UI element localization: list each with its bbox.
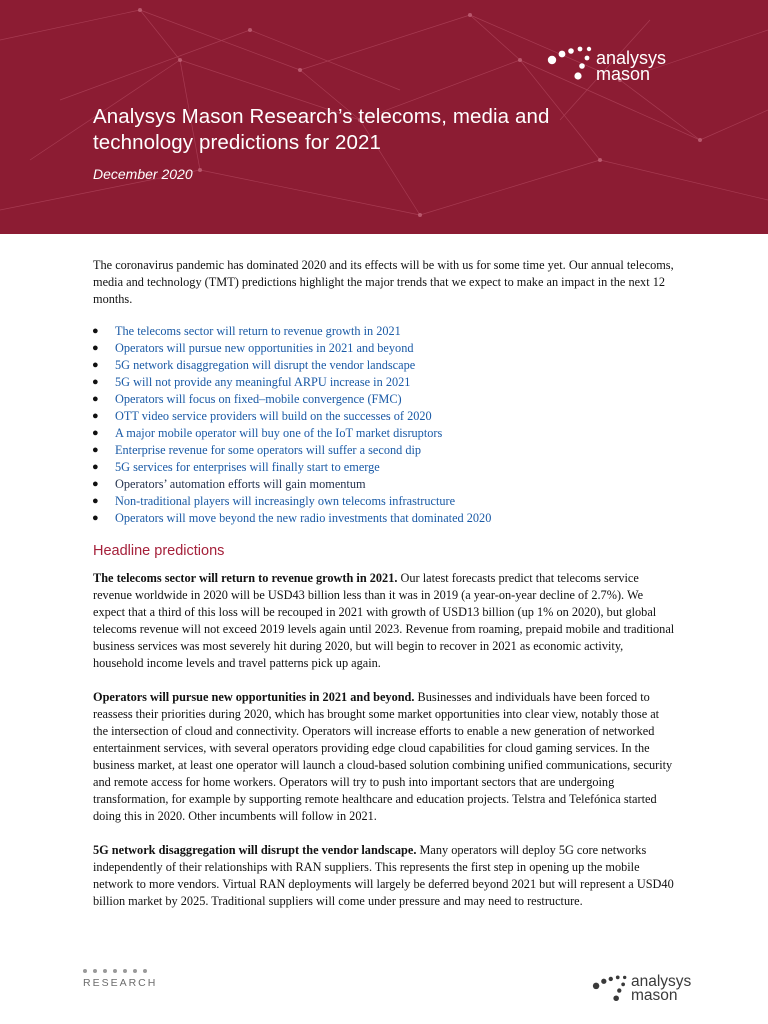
prediction-link[interactable]: A major mobile operator will buy one of the IoT market disruptors xyxy=(115,426,443,440)
bullet-icon: ● xyxy=(92,359,99,371)
research-label xyxy=(83,969,157,989)
dots-row-icon xyxy=(83,969,157,973)
prediction-paragraph xyxy=(93,689,675,825)
paragraph-lead: Operators will pursue new opportunities in 2021 and beyond. xyxy=(93,690,415,704)
paragraph-body: Our latest forecasts predict that telecoms service revenue worldwide in 2020 will be USD43 billion less than it was in 2019 (a year-on-year decline of 2.7%). We expect that a third of this loss will be recouped in 2021 with growth of USD13 billion (up 1% on 2020), but global telecoms revenue will not exceed 2019 levels again until 2023. Revenue from roaming, prepaid mobile and traditional business services was most severely hit during 2020, but will begin to recover in 2021 as economic activity, household income levels and travel patterns pick up again. xyxy=(93,571,675,670)
header-banner xyxy=(0,0,768,234)
paragraph-body: Businesses and individuals have been forced to reassess their priorities during 2020, which has brought some market opportunities into clear view, notably those at the intersection of cloud and connectivity. Operators will increase efforts to enable a new generation of networked entertainment services, with several operators providing edge cloud capabilities for cloud gaming services. In the business market, at least one operator will launch a cloud-based solution combining unified communications, security and remote access for home workers. Operators will try to push into important sectors that are undergoing transformation, for example by supporting remote healthcare and education projects. Telstra and Telefónica started doing this in 2020. Other incumbents will follow in 2021. xyxy=(93,690,673,823)
article-body xyxy=(93,257,675,927)
prediction-link[interactable]: Operators will pursue new opportunities in 2021 and beyond xyxy=(115,341,414,355)
paragraph-lead: The telecoms sector will return to revenue growth in 2021. xyxy=(93,571,398,585)
prediction-paragraph xyxy=(93,570,675,672)
bullet-icon: ● xyxy=(92,376,99,388)
logo-dots-icon xyxy=(591,972,629,1006)
logo-word-mason: mason xyxy=(596,64,651,84)
publication-date: December 2020 xyxy=(93,166,193,182)
list-item xyxy=(93,442,675,459)
logo-word-mason: mason xyxy=(631,987,678,1004)
prediction-link[interactable]: 5G services for enterprises will finally start to emerge xyxy=(115,460,380,474)
paragraph-body: Many operators will deploy 5G core networks independently of their relationships with RAN suppliers. This represents the first step in opening up the mobile network to more vendors. Virtual RAN deployments will largely be deferred beyond 2021 but will represent a USD40 billion market by 2025. Traditional suppliers will come under pressure and may need to restructure. xyxy=(93,843,674,908)
bullet-icon: ● xyxy=(92,342,99,354)
list-item xyxy=(93,357,675,374)
list-item xyxy=(93,493,675,510)
list-item xyxy=(93,476,675,493)
bullet-icon: ● xyxy=(92,325,99,337)
footer-logo xyxy=(591,972,692,1011)
prediction-link[interactable]: Non-traditional players will increasingly own telecoms infrastructure xyxy=(115,494,456,508)
prediction-link[interactable]: 5G will not provide any meaningful ARPU increase in 2021 xyxy=(115,375,411,389)
prediction-link[interactable]: Enterprise revenue for some operators will suffer a second dip xyxy=(115,443,422,457)
bullet-icon: ● xyxy=(92,461,99,473)
prediction-link[interactable]: 5G network disaggregation will disrupt the vendor landscape xyxy=(115,358,416,372)
research-word: RESEARCH xyxy=(83,977,158,989)
list-item xyxy=(93,510,675,527)
prediction-link[interactable]: OTT video service providers will build on the successes of 2020 xyxy=(115,409,432,423)
bullet-icon: ● xyxy=(92,495,99,507)
intro-paragraph: The coronavirus pandemic has dominated 2020 and its effects will be with us for some time yet. Our annual telecoms, media and technology (TMT) predictions highlight the major trends that we expect to make an impact in the next 12 months. xyxy=(93,258,674,306)
page-title: Analysys Mason Research’s telecoms, media and technology predictions for 2021 xyxy=(93,105,550,154)
bullet-icon: ● xyxy=(92,444,99,456)
list-item xyxy=(93,374,675,391)
prediction-link[interactable]: Operators will focus on fixed–mobile convergence (FMC) xyxy=(115,392,402,406)
list-item xyxy=(93,408,675,425)
list-item xyxy=(93,323,675,340)
predictions-list xyxy=(93,323,675,527)
logo-word-analysys: analysys xyxy=(596,48,667,68)
prediction-link[interactable]: Operators’ automation efforts will gain momentum xyxy=(115,477,366,491)
bullet-icon: ● xyxy=(92,427,99,439)
prediction-link[interactable]: The telecoms sector will return to revenue growth in 2021 xyxy=(115,324,401,338)
logo-word-analysys: analysys xyxy=(631,973,692,990)
list-item xyxy=(93,425,675,442)
bullet-icon: ● xyxy=(92,512,99,524)
list-item xyxy=(93,391,675,408)
bullet-icon: ● xyxy=(92,410,99,422)
logo-dots-icon xyxy=(546,42,594,86)
list-item xyxy=(93,340,675,357)
prediction-paragraph xyxy=(93,842,675,910)
paragraph-lead: 5G network disaggregation will disrupt the vendor landscape. xyxy=(93,843,417,857)
bullet-icon: ● xyxy=(92,478,99,490)
bullet-icon: ● xyxy=(92,393,99,405)
section-heading: Headline predictions xyxy=(93,543,225,559)
list-item xyxy=(93,459,675,476)
analysys-mason-logo xyxy=(546,42,667,91)
prediction-link[interactable]: Operators will move beyond the new radio investments that dominated 2020 xyxy=(115,511,492,525)
